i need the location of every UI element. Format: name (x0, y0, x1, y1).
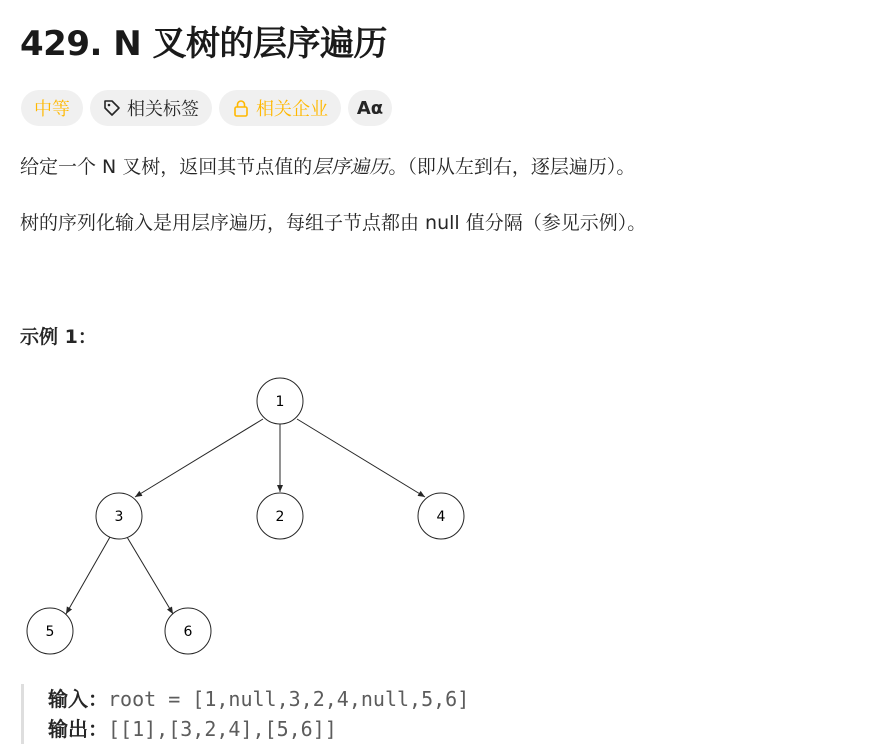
tree-node-label: 5 (45, 624, 55, 640)
description-p1-emphasis: 层序遍历 (312, 156, 389, 178)
lock-icon (232, 99, 250, 117)
translate-icon: Aα (356, 97, 384, 119)
tree-node-label: 6 (183, 624, 193, 640)
example-io-block (21, 684, 469, 744)
related-tags-button[interactable] (90, 90, 212, 126)
tree-edge (66, 537, 110, 614)
tag-icon (103, 99, 121, 117)
description-p1-start: 给定一个 N 叉树，返回其节点值的 (20, 156, 313, 178)
output-value: [[1],[3,2,4],[5,6]] (108, 717, 337, 741)
tree-edge (135, 419, 263, 497)
difficulty-badge: 中等 (21, 90, 83, 126)
tree-node (418, 493, 464, 539)
tree-node-label: 3 (114, 509, 124, 525)
example-input-row (48, 684, 469, 714)
example-tree-diagram (0, 360, 876, 660)
related-tags-label: 相关标签 (127, 99, 199, 120)
problem-title: 429. N 叉树的层序遍历 (20, 24, 388, 64)
input-value: root = [1,null,3,2,4,null,5,6] (108, 687, 470, 711)
tree-node (96, 493, 142, 539)
tree-node (257, 378, 303, 424)
related-companies-label: 相关企业 (256, 99, 328, 120)
tree-node (27, 608, 73, 654)
tree-edge (127, 537, 173, 614)
translate-button[interactable] (348, 90, 392, 126)
tree-edge (297, 419, 425, 497)
example-output-row (48, 714, 469, 744)
output-label: 输出： (48, 717, 108, 741)
tree-node-label: 1 (275, 394, 285, 410)
description-paragraph-2: 树的序列化输入是用层序遍历，每组子节点都由 null 值分隔（参见示例）。 (20, 212, 647, 234)
tree-node-label: 4 (436, 509, 446, 525)
problem-chips (21, 90, 392, 126)
description-p1-end: 。（即从左到右，逐层遍历）。 (388, 156, 636, 178)
related-companies-button[interactable] (219, 90, 341, 126)
input-label: 输入： (48, 687, 108, 711)
tree-node (165, 608, 211, 654)
tree-node (257, 493, 303, 539)
description-paragraph-1 (20, 152, 635, 179)
tree-node-label: 2 (275, 509, 285, 525)
example-title: 示例 1： (20, 326, 97, 348)
